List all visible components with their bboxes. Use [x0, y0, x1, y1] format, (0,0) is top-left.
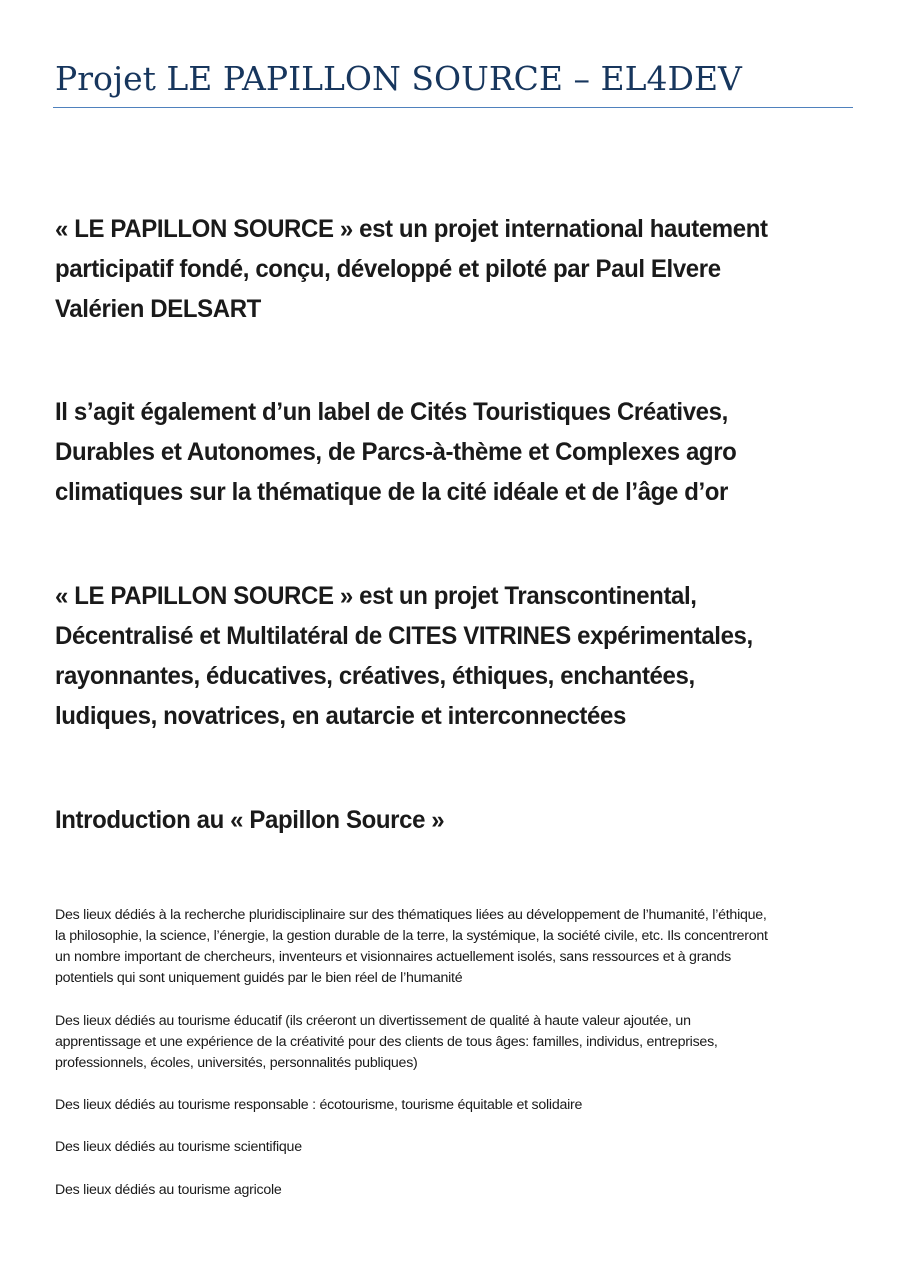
text-line: Des lieux dédiés au tourisme responsable : écotourisme, tourisme équitable et solidaire — [55, 1097, 583, 1113]
intro-paragraph-3 — [55, 576, 813, 736]
text-line: ludiques, novatrices, en autarcie et interconnectées — [55, 702, 626, 730]
text-line: apprentissage et une expérience de la créativité pour des clients de tous âges: familles, individus, entreprises, — [55, 1034, 718, 1050]
body-paragraph-research — [55, 905, 855, 989]
text-line: Valérien DELSART — [55, 295, 261, 323]
text-line: participatif fondé, conçu, développé et piloté par Paul Elvere — [55, 255, 721, 283]
body-paragraph-responsible-tourism — [55, 1095, 855, 1116]
text-line: Des lieux dédiés au tourisme éducatif (ils créeront un divertissement de qualité à haute valeur ajoutée, un — [55, 1013, 691, 1029]
title-underline — [53, 107, 853, 108]
text-line: Des lieux dédiés à la recherche pluridisciplinaire sur des thématiques liées au développement de l’humanité, l’éthique, — [55, 907, 767, 923]
body-paragraph-scientific-tourism — [55, 1137, 855, 1158]
text-line: Il s’agit également d’un label de Cités Touristiques Créatives, — [55, 398, 728, 426]
text-line: rayonnantes, éducatives, créatives, éthiques, enchantées, — [55, 662, 695, 690]
text-line: climatiques sur la thématique de la cité idéale et de l’âge d’or — [55, 478, 728, 506]
text-line: Décentralisé et Multilatéral de CITES VITRINES expérimentales, — [55, 622, 753, 650]
text-line: Des lieux dédiés au tourisme scientifique — [55, 1139, 302, 1155]
document-title: Projet LE PAPILLON SOURCE – EL4DEV — [55, 59, 742, 98]
text-line: professionnels, écoles, universités, personnalités publiques) — [55, 1055, 418, 1071]
text-line: un nombre important de chercheurs, inventeurs et visionnaires actuellement isolés, sans ressources et à grands — [55, 949, 731, 965]
text-line: « LE PAPILLON SOURCE » est un projet Transcontinental, — [55, 582, 697, 610]
section-heading: Introduction au « Papillon Source » — [55, 806, 445, 834]
text-line: la philosophie, la science, l’énergie, la gestion durable de la terre, la systémique, la société civile, etc. Ils concentreront — [55, 928, 768, 944]
text-line: Des lieux dédiés au tourisme agricole — [55, 1182, 282, 1198]
intro-paragraph-2 — [55, 392, 813, 512]
text-line: potentiels qui sont uniquement guidés par le bien réel de l’humanité — [55, 970, 463, 986]
text-line: Durables et Autonomes, de Parcs-à-thème et Complexes agro — [55, 438, 737, 466]
text-line: « LE PAPILLON SOURCE » est un projet international hautement — [55, 215, 768, 243]
body-paragraph-educational-tourism — [55, 1011, 855, 1074]
intro-paragraph-1 — [55, 209, 813, 329]
body-paragraph-agricultural-tourism — [55, 1180, 855, 1201]
